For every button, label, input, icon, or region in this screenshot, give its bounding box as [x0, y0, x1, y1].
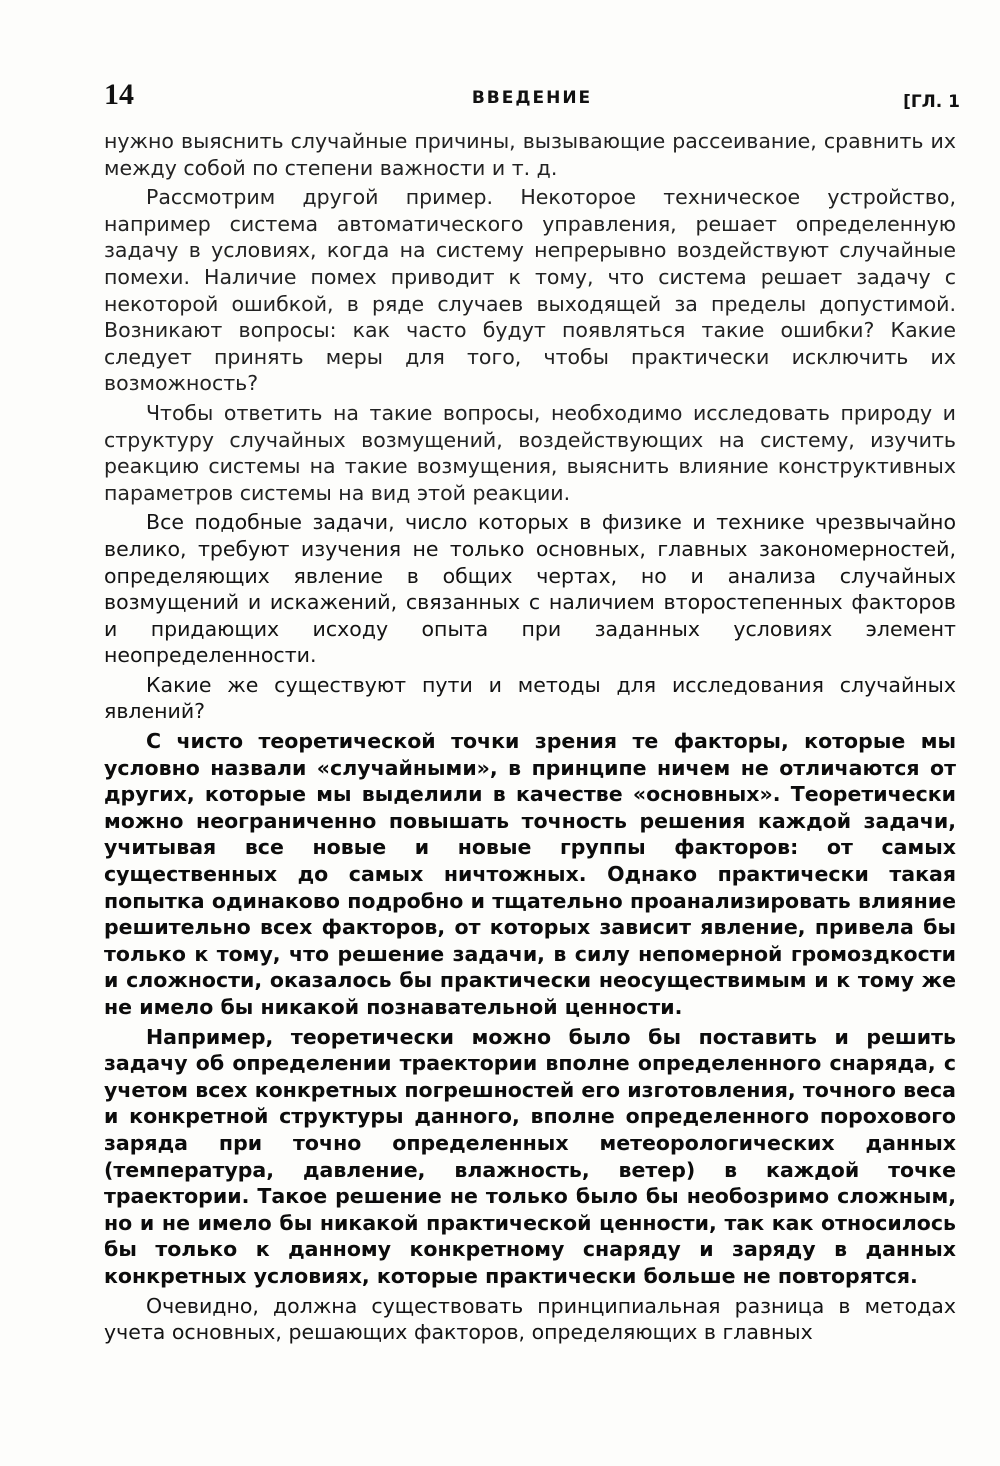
- paragraph: Какие же существуют пути и методы для исследования случайных явлений?: [104, 672, 956, 724]
- paragraph: Все подобные задачи, число которых в физике и технике чрезвычайно велико, требуют изучения не только основных, главных закономерностей, определяющих явление в общих чертах, но и анализа случайных возмущений и искажений, связанных с наличием второстепенных факторов и придающих исходу опыта при заданных условиях элемент неопределенности.: [104, 510, 956, 668]
- body-text: [104, 128, 956, 1349]
- paragraph: Чтобы ответить на такие вопросы, необходимо исследовать природу и структуру случайных возмущений, воздействующих на систему, изучить реакцию системы на такие возмущения, выяснить влияние конструктивных параметров системы на вид этой реакции.: [104, 400, 956, 505]
- paragraph: Рассмотрим другой пример. Некоторое техническое устройство, например система автоматического управления, решает определенную задачу в условиях, когда на систему непрерывно воздействуют случайные помехи. Наличие помех приводит к тому, что система решает задачу с некоторой ошибкой, в ряде случаев выходящей за пределы допустимой. Возникают вопросы: как часто будут появляться такие ошибки? Какие следует принять меры для того, чтобы практически исключить их возможность?: [104, 185, 956, 396]
- paragraph: нужно выяснить случайные причины, вызывающие рассеивание, сравнить их между собой по степени важности и т. д.: [104, 129, 956, 180]
- paragraph: Очевидно, должна существовать принципиальная разница в методах учета основных, решающих факторов, определяющих в главных: [104, 1293, 956, 1345]
- page-header: [104, 78, 960, 118]
- paragraph: С чисто теоретической точки зрения те факторы, которые мы условно назвали «случайными», в принципе ничем не отличаются от других, которые мы выделили в качестве «основных». Теоретически можно неограниченно повышать точность решения каждой задачи, учитывая все новые и новые группы факторов: от самых существенных до самых ничтожных. Однако практически такая попытка одинаково подробно и тщательно проанализировать влияние решительно всех факторов, от которых зависит явление, привела бы только к тому, что решение задачи, в силу непомерной громоздкости и сложности, оказалось бы практически неосуществимым и к тому же не имело бы никакой познавательной ценности.: [104, 729, 956, 1019]
- page-number: 14: [104, 78, 134, 111]
- chapter-mark: [ГЛ. 1: [903, 92, 960, 112]
- running-head: ВВЕДЕНИЕ: [471, 88, 593, 108]
- paragraph: Например, теоретически можно было бы поставить и решить задачу об определении траектории вполне определенного снаряда, с учетом всех конкретных погрешностей его изготовления, точного веса и конкретной структуры данного, вполне определенного порохового заряда при точно определенных метеорологических данных (температура, давление, влажность, ветер) в каждой точке траектории. Такое решение не только было бы необозримо сложным, но и не имело бы никакой практической ценности, так как относилось бы только к данному конкретному снаряду и заряду в данных конкретных условиях, которые практически больше не повторятся.: [104, 1024, 956, 1288]
